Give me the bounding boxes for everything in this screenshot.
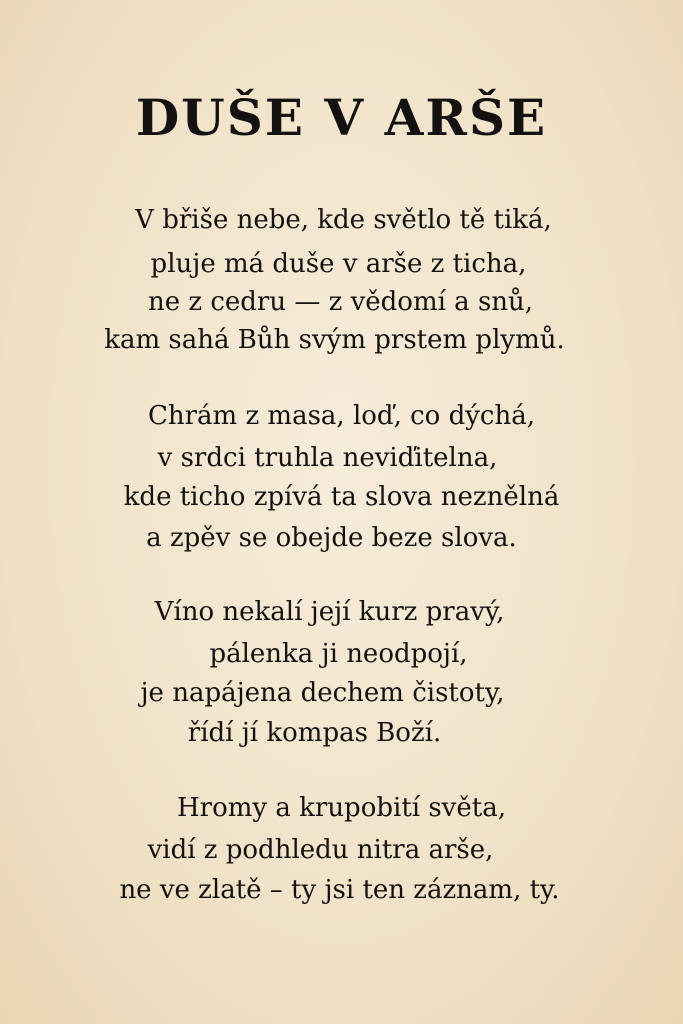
poem-line: V břiše nebe, kde světlo tě tiká, bbox=[135, 205, 552, 235]
poem-line: a zpěv se obejde beze slova. bbox=[146, 523, 517, 553]
poem-line: je napájena dechem čistoty, bbox=[140, 678, 505, 708]
poem-line: Chrám z masa, loď, co dýchá, bbox=[147, 401, 535, 431]
poem-line: vidí z podhledu nitra arše, bbox=[147, 835, 494, 865]
poem-line: pluje má duše v arše z ticha, bbox=[150, 249, 527, 279]
poem-title: DUŠE V ARŠE bbox=[135, 88, 548, 147]
poem-line: kde ticho zpívá ta slova neznělná bbox=[123, 482, 560, 512]
poem-line: pálenka ji neodpojí, bbox=[209, 639, 468, 669]
poem-line: Víno nekalí její kurz pravý, bbox=[154, 597, 505, 627]
poem-line: řídí jí kompas Boží. bbox=[187, 718, 442, 748]
poem-line: ne ve zlatě – ty jsi ten záznam, ty. bbox=[119, 875, 560, 905]
poem-line: kam sahá Bůh svým prstem plymů. bbox=[104, 325, 565, 355]
poem-line: ne z cedru — z vědomí a snů, bbox=[147, 287, 534, 317]
poem-line: v srdci truhla neviďitelna, bbox=[157, 443, 498, 473]
poem-line: Hromy a krupobití světa, bbox=[177, 793, 506, 823]
